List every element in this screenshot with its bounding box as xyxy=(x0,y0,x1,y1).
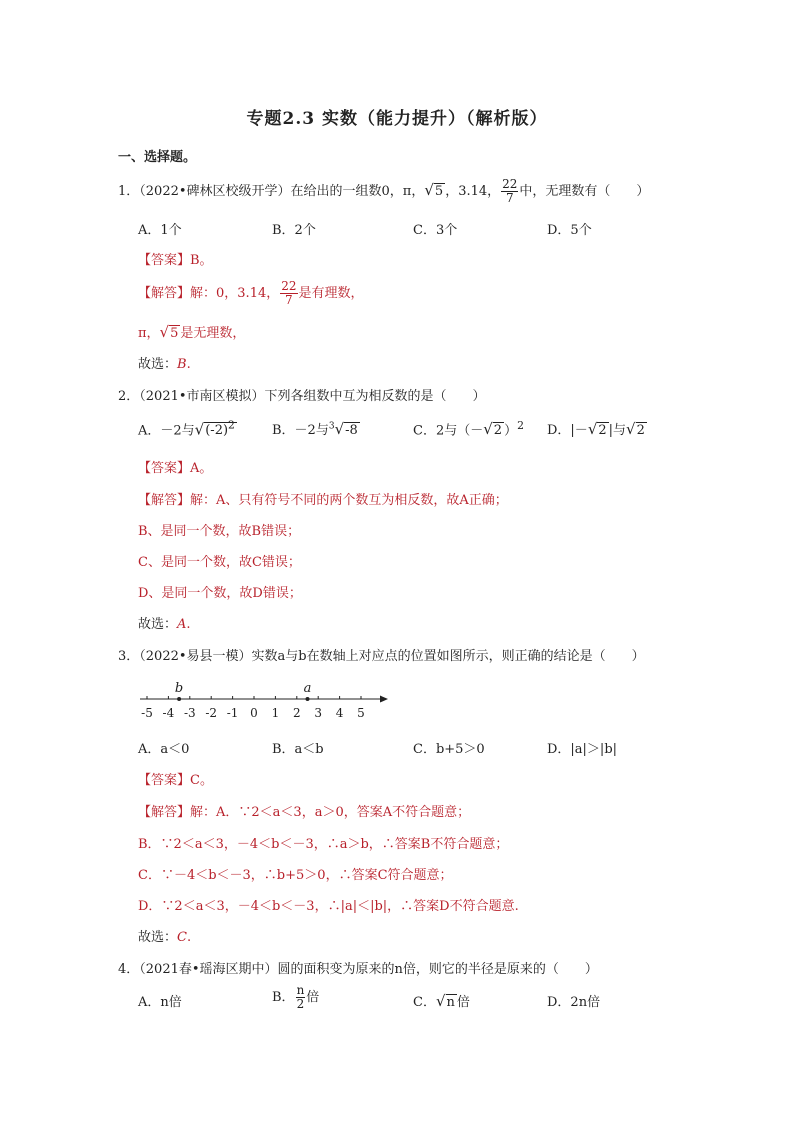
question-1-stem: 1．（2022•碑林区校级开学）在给出的一组数0，π，√5 ，3.14， $\frac{22}{7}$ 中，无理数有（ ） xyxy=(118,177,650,205)
q1-explanation-line2: π，√5 是无理数， xyxy=(138,323,246,341)
q3-option-a: A．a＜0 xyxy=(138,742,190,757)
q2-option-a: A．－2与$√(-2)^2$ xyxy=(138,419,235,439)
number-line-tick-label: 3 xyxy=(314,706,323,720)
point-b-label: b xyxy=(174,681,184,696)
q2-option-d: D．|－√2 |与√2 xyxy=(547,420,645,438)
q2-option-b: B．－2与$^3$√-8 xyxy=(272,420,358,438)
fraction-22-7: $\frac{22}{7}$ xyxy=(502,177,518,205)
q2-explanation-line1: 【解答】解：A、只有符号不同的两个数互为相反数，故A正确； xyxy=(138,493,508,508)
q3-explanation-line4: D．∵2＜a＜3，－4＜b＜－3，∴|a|＜|b|，∴答案D不符合题意. xyxy=(138,899,519,914)
q1-explanation-line1: 【解答】解：0，3.14， $\frac{22}{7}$ 是有理数， xyxy=(138,279,364,307)
number-line-tick-label: 0 xyxy=(250,706,258,720)
q2-option-c: C．2与（－√2 ）$^2$ xyxy=(413,419,524,439)
question-4-stem: 4．（2021春•瑶海区期中）圆的面积变为原来的n倍，则它的半径是原来的（ ） xyxy=(118,962,598,977)
q4-option-c: C．√n 倍 xyxy=(413,992,470,1010)
number-line-tick-label: 4 xyxy=(335,706,344,720)
q2-explanation-line2: B、是同一个数，故B错误； xyxy=(138,524,301,539)
q1-option-a: A．1个 xyxy=(138,223,182,238)
q1-choice: 故选：B. xyxy=(138,357,191,372)
number-line-tick-label: -2 xyxy=(205,706,218,720)
q3-explanation-line3: C．∵－4＜b＜－3，∴b+5＞0，∴答案C符合题意； xyxy=(138,868,453,883)
q1-answer: 【答案】B。 xyxy=(138,253,213,268)
q3-choice: 故选：C. xyxy=(138,930,192,945)
point-a-label: a xyxy=(303,681,312,696)
number-line-tick-label: 5 xyxy=(357,706,365,720)
section-heading: 一、选择题。 xyxy=(118,150,197,165)
q4-option-b: B． $\frac{n}{2}$ 倍 xyxy=(272,983,320,1011)
number-line-tick-label: 2 xyxy=(292,706,301,720)
q2-answer: 【答案】A。 xyxy=(138,461,213,476)
number-line-figure xyxy=(136,676,392,724)
number-line-tick-label: -5 xyxy=(141,706,153,720)
q3-answer: 【答案】C。 xyxy=(138,773,213,788)
q2-choice: 故选：A. xyxy=(138,617,191,632)
number-line-tick-label: -4 xyxy=(162,706,175,720)
number-line-tick-label: -1 xyxy=(226,706,239,720)
point-a xyxy=(306,697,310,701)
q1-option-b: B．2个 xyxy=(272,223,316,238)
question-2-stem: 2．（2021•市南区模拟）下列各组数中互为相反数的是（ ） xyxy=(118,389,486,404)
q1-option-d: D．5个 xyxy=(547,223,592,238)
page-title: 专题2.3 实数（能力提升）（解析版） xyxy=(246,109,548,129)
q4-option-d: D．2n倍 xyxy=(547,995,601,1010)
q1-option-c: C．3个 xyxy=(413,223,458,238)
number-line-tick-label: 1 xyxy=(271,706,280,720)
q3-explanation-line2: B．∵2＜a＜3，－4＜b＜－3，∴a＞b，∴答案B不符合题意； xyxy=(138,837,509,852)
question-3-stem: 3．（2022•易县一模）实数a与b在数轴上对应点的位置如图所示，则正确的结论是（ ） xyxy=(118,649,645,664)
q2-explanation-line3: C、是同一个数，故C错误； xyxy=(138,555,301,570)
q2-explanation-line4: D、是同一个数，故D错误； xyxy=(138,586,302,601)
point-b xyxy=(177,697,181,701)
q3-option-d: D．|a|＞|b| xyxy=(547,742,618,757)
q4-option-a: A．n倍 xyxy=(138,995,182,1010)
number-line-tick-label: -3 xyxy=(183,706,196,720)
number-line-arrow xyxy=(380,696,388,703)
q3-option-c: C．b+5＞0 xyxy=(413,742,485,757)
q3-explanation-line1: 【解答】解：A．∵2＜a＜3，a＞0，答案A不符合题意； xyxy=(138,805,471,820)
q3-option-b: B．a＜b xyxy=(272,742,324,757)
sqrt-5: √5 xyxy=(424,181,444,199)
